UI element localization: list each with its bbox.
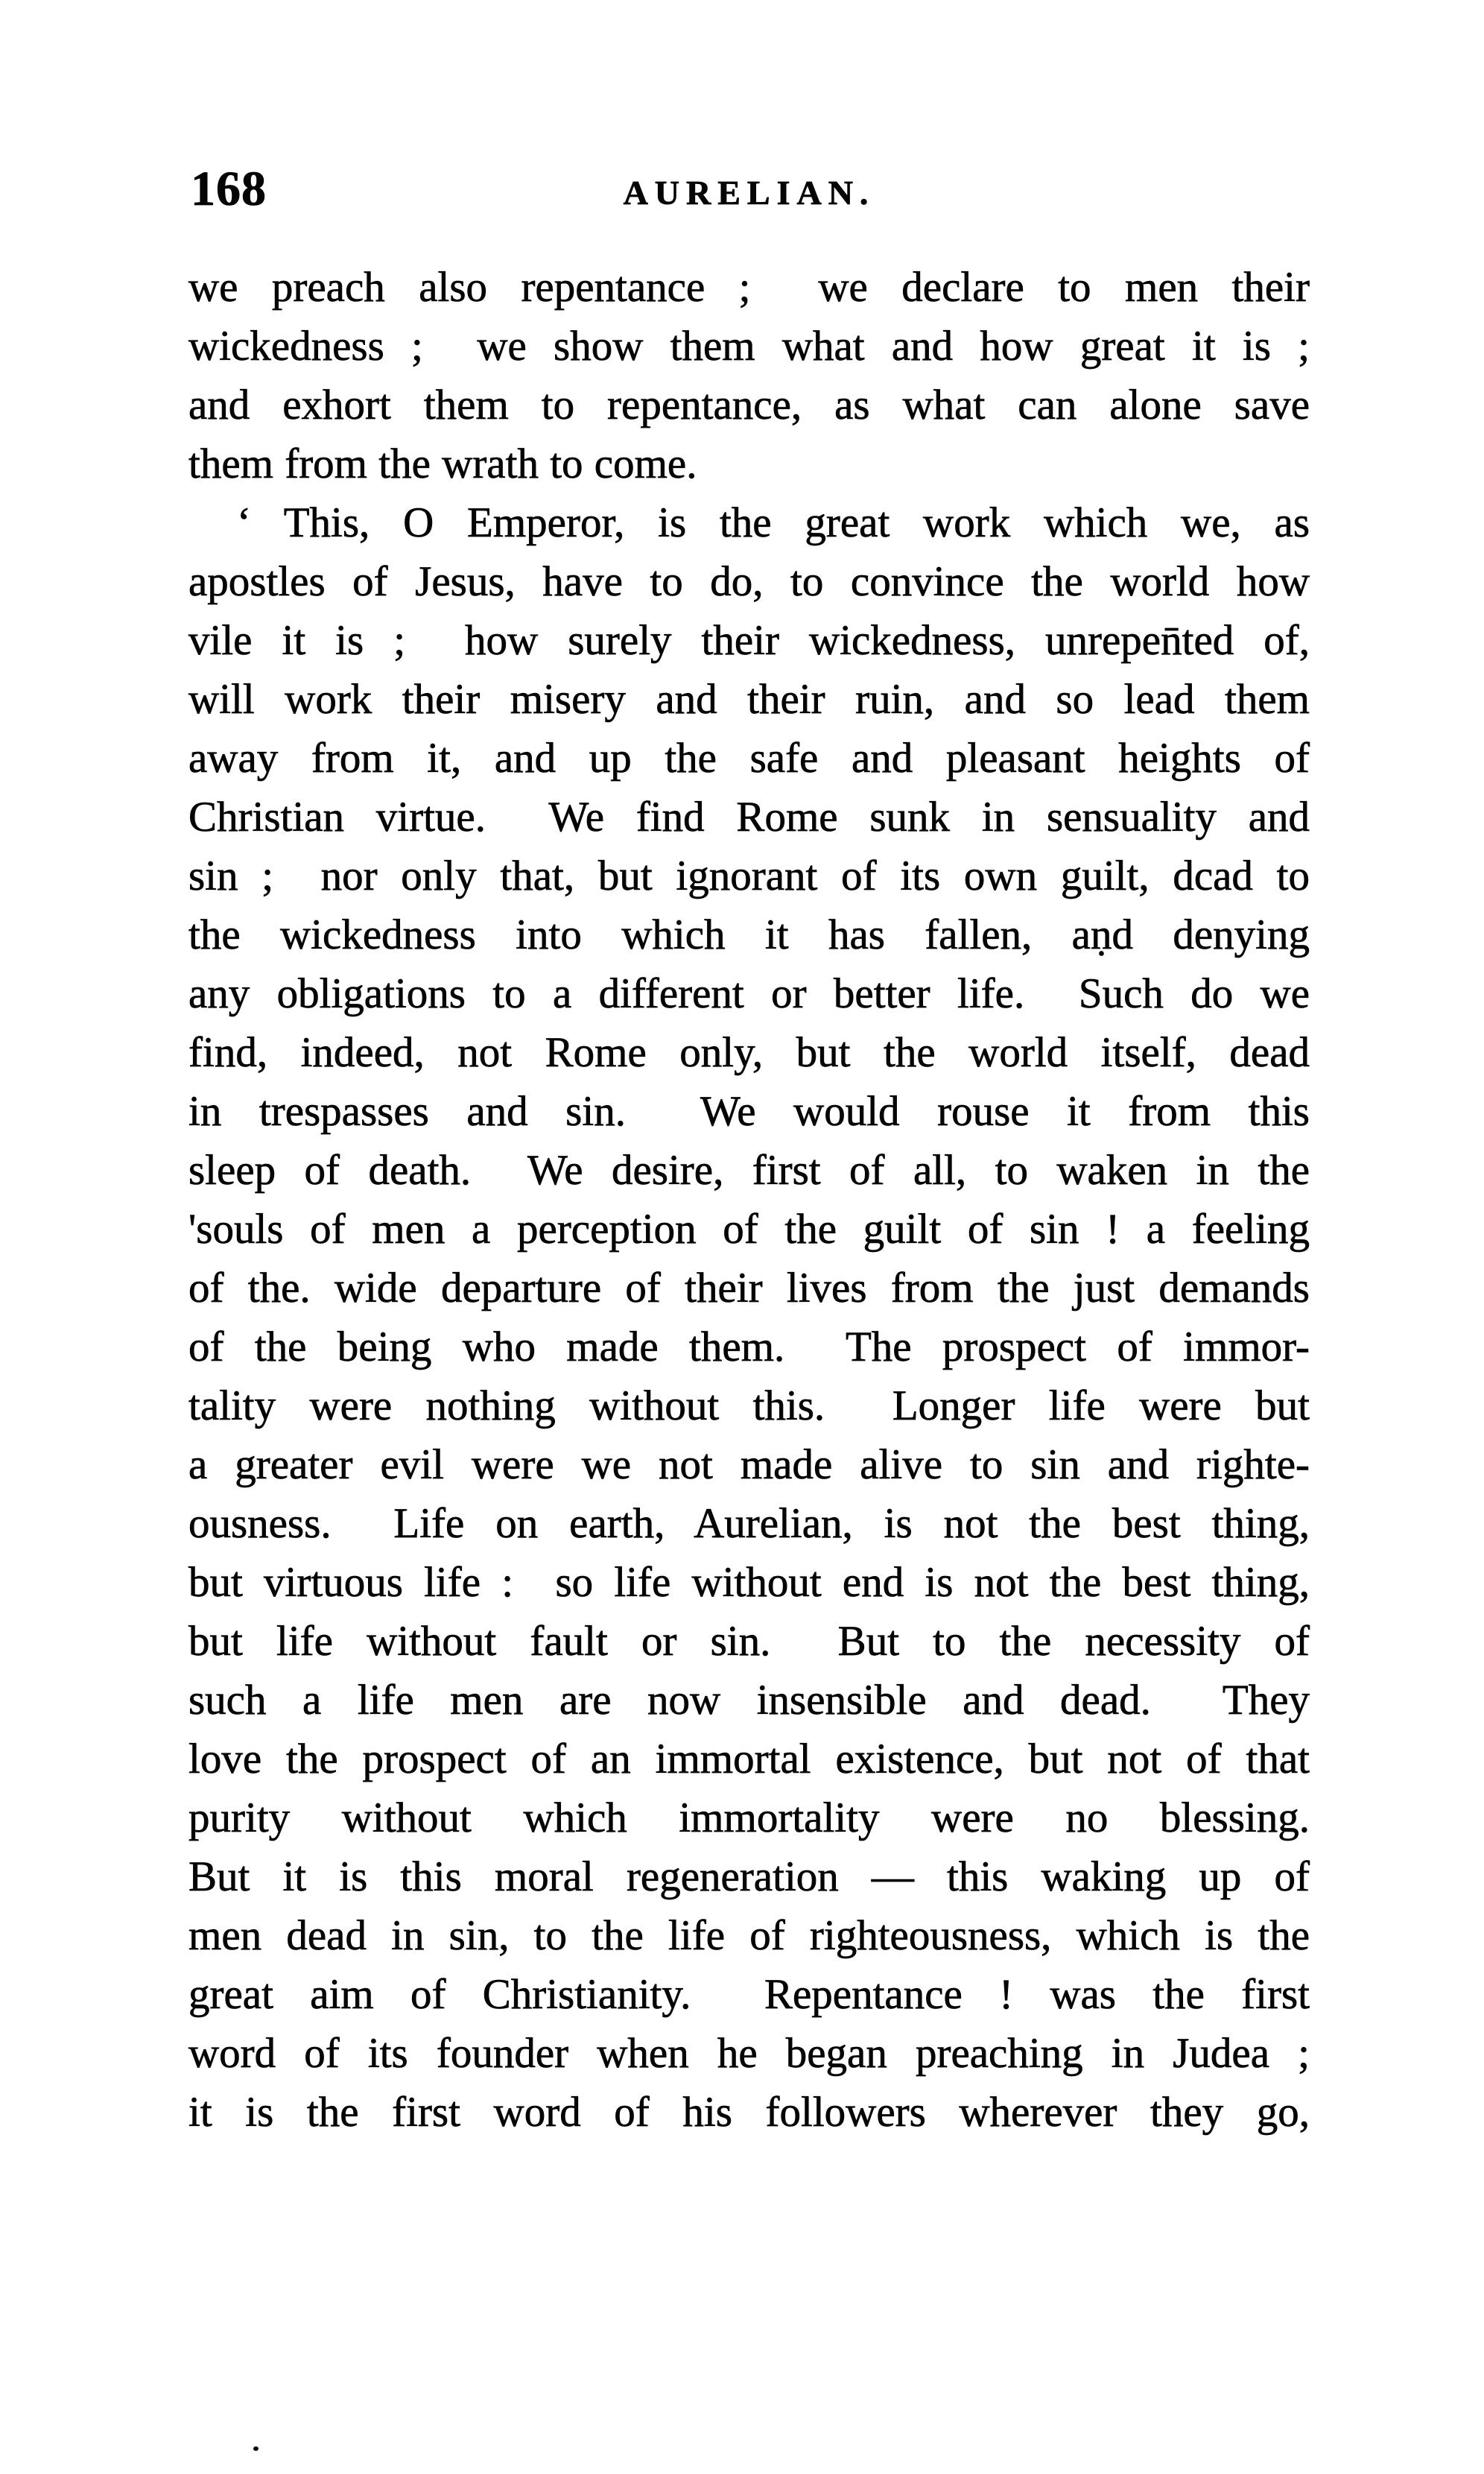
text-line: such a life men are now insensible and dead. They [188,1677,1310,1724]
text-line: purity without which immortality were no blessing. [188,1794,1310,1841]
text-line: of the. wide departure of their lives from the just demands [188,1265,1310,1312]
page-number: 168 [191,162,267,216]
text-line: them from the wrath to come. [188,440,697,487]
text-line: of the being who made them. The prospect of immor- [188,1323,1310,1370]
page-body [188,258,1310,2142]
text-line: vile it is ; how surely their wickedness, unrepen̄ted of, [188,617,1310,664]
text-line: Christian virtue. We find Rome sunk in sensuality and [188,794,1310,841]
text-line: ousness. Life on earth, Aurelian, is not the best thing, [188,1500,1310,1547]
text-line: men dead in sin, to the life of righteousness, which is the [188,1912,1310,1959]
text-line: but life without fault or sin. But to the necessity of [188,1618,1310,1665]
text-line: it is the first word of his followers wherever they go, [188,2089,1310,2136]
text-line: word of its founder when he began preaching in Judea ; [188,2030,1310,2077]
running-title: AURELIAN. [623,174,875,212]
ink-speck [253,2446,259,2451]
text-line: 'souls of men a perception of the guilt of sin ! a feeling [188,1206,1310,1253]
text-line: great aim of Christianity. Repentance ! was the first [188,1971,1310,2018]
text-line: a greater evil were we not made alive to sin and righte- [188,1441,1310,1488]
text-line: tality were nothing without this. Longer life were but [188,1382,1310,1429]
text-line: the wickedness into which it has fallen, aṇd denying [188,911,1310,958]
text-line: But it is this moral regeneration — this waking up of [188,1853,1310,1900]
text-line: wickedness ; we show them what and how great it is ; [188,323,1310,370]
text-line: will work their misery and their ruin, and so lead them [188,676,1310,723]
text-line: love the prospect of an immortal existence, but not of that [188,1736,1310,1782]
text-line: sin ; nor only that, but ignorant of its own guilt, dcad to [188,852,1310,899]
text-line: and exhort them to repentance, as what can alone save [188,382,1310,428]
text-line: in trespasses and sin. We would rouse it from this [188,1088,1310,1135]
text-line: find, indeed, not Rome only, but the world itself, dead [188,1029,1310,1076]
text-line: ‘ This, O Emperor, is the great work which we, as [237,499,1310,546]
text-line: away from it, and up the safe and pleasant heights of [188,735,1310,782]
text-line: sleep of death. We desire, first of all, to waken in the [188,1147,1310,1194]
text-line: but virtuous life : so life without end is not the best thing, [188,1559,1310,1606]
text-line: apostles of Jesus, have to do, to convince the world how [188,558,1310,605]
text-line: any obligations to a different or better life. Such do we [188,970,1310,1017]
text-line: we preach also repentance ; we declare to men their [188,264,1310,311]
